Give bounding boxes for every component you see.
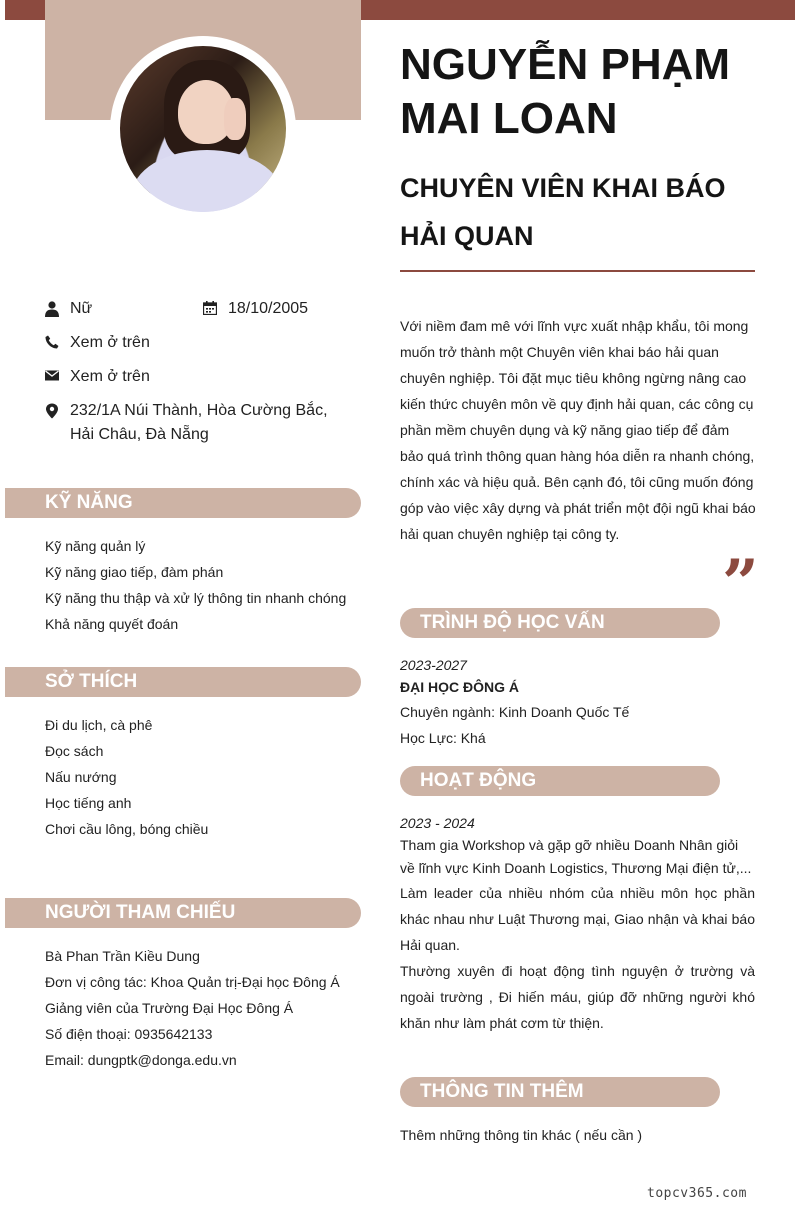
quote-icon: ” — [722, 546, 759, 621]
activity-item: Tham gia Workshop và gặp gỡ nhiều Doanh Nhân giỏi về lĩnh vực Kinh Doanh Logistics, Thương Mại điện tử,... — [400, 837, 752, 876]
phone-icon — [45, 335, 59, 349]
references-list — [45, 943, 361, 1073]
education-period: 2023-2027 — [400, 657, 467, 673]
gender-value: Nữ — [70, 300, 93, 317]
skills-list — [45, 533, 361, 637]
additional-info-heading: THÔNG TIN THÊM — [400, 1077, 720, 1107]
location-pin-icon — [45, 403, 59, 419]
education-heading: TRÌNH ĐỘ HỌC VẤN — [400, 608, 720, 638]
skill-item: Khả năng quyết đoán — [45, 616, 179, 632]
footer-brand: topcv365.com — [647, 1186, 747, 1201]
birthday-row — [203, 297, 308, 321]
activity-item: Thường xuyên đi hoạt động tình nguyện ở trường và ngoài trường , Đi hiến máu, giúp đỡ những người khó khăn như làm phát cơm từ thiện. — [400, 963, 755, 1031]
activities-heading: HOẠT ĐỘNG — [400, 766, 720, 796]
avatar — [120, 46, 286, 212]
references-heading: NGƯỜI THAM CHIẾU — [5, 898, 361, 928]
education-grade: Học Lực: Khá — [400, 730, 486, 746]
skill-item: Kỹ năng thu thập và xử lý thông tin nhanh chóng — [45, 590, 347, 606]
hobby-item: Chơi cầu lông, bóng chiều — [45, 821, 209, 837]
skill-item: Kỹ năng quản lý — [45, 538, 146, 554]
address-row — [45, 399, 355, 447]
hobby-item: Nấu nướng — [45, 769, 117, 785]
education-major: Chuyên ngành: Kinh Doanh Quốc Tế — [400, 704, 630, 720]
reference-item: Email: dungptk@donga.edu.vn — [45, 1052, 237, 1068]
title-divider — [400, 270, 755, 272]
education-school: ĐẠI HỌC ĐÔNG Á — [400, 679, 519, 695]
hobbies-list — [45, 712, 361, 842]
avatar-dress — [132, 150, 282, 212]
additional-info-text: Thêm những thông tin khác ( nếu cần ) — [400, 1127, 643, 1143]
email-value: Xem ở trên — [70, 368, 150, 385]
gender-row — [45, 297, 92, 321]
calendar-icon — [203, 301, 217, 315]
reference-item: Bà Phan Trần Kiều Dung — [45, 948, 200, 964]
hobby-item: Đọc sách — [45, 743, 104, 759]
phone-row — [45, 331, 150, 355]
reference-item: Số điện thoại: 0935642133 — [45, 1026, 213, 1042]
hobbies-heading: SỞ THÍCH — [5, 667, 361, 697]
person-icon — [45, 301, 59, 317]
activities-period: 2023 - 2024 — [400, 815, 475, 831]
reference-item: Giảng viên của Trường Đại Học Đông Á — [45, 1000, 294, 1016]
address-value: 232/1A Núi Thành, Hòa Cường Bắc, Hải Châu, Đà Nẵng — [70, 402, 328, 443]
skills-heading: KỸ NĂNG — [5, 488, 361, 518]
career-objective: Với niềm đam mê với lĩnh vực xuất nhập khẩu, tôi mong muốn trở thành một Chuyên viên khai báo hải quan chuyên nghiệp. Tôi đặt mục tiêu không ngừng nâng cao kiến thức chuyên môn về quy định hải quan, các công cụ phần mềm chuyên dụng và kỹ năng giao tiếp để đảm bảo quá trình thông quan hàng hóa diễn ra nhanh chóng, chính xác và hiệu quả. Bên cạnh đó, tôi cũng muốn đóng góp vào việc xây dựng và phát triển một đội ngũ khai báo hải quan chuyên nghiệp tại công ty. — [400, 318, 756, 542]
reference-item: Đơn vị công tác: Khoa Quản trị-Đại học Đông Á — [45, 974, 340, 990]
candidate-name: NGUYỄN PHẠM MAI LOAN — [400, 40, 731, 143]
hobby-item: Học tiếng anh — [45, 795, 132, 811]
hobby-item: Đi du lịch, cà phê — [45, 717, 153, 733]
email-row — [45, 365, 150, 389]
envelope-icon — [45, 369, 59, 381]
skill-item: Kỹ năng giao tiếp, đàm phán — [45, 564, 224, 580]
job-title: CHUYÊN VIÊN KHAI BÁO HẢI QUAN — [400, 173, 726, 251]
activity-item: Làm leader của nhiều nhóm của nhiều môn học phần khác nhau như Luật Thương mại, Giao nhận và khai báo Hải quan. — [400, 885, 755, 953]
phone-value: Xem ở trên — [70, 334, 150, 351]
avatar-hand — [224, 98, 246, 140]
birthday-value: 18/10/2005 — [228, 300, 309, 317]
